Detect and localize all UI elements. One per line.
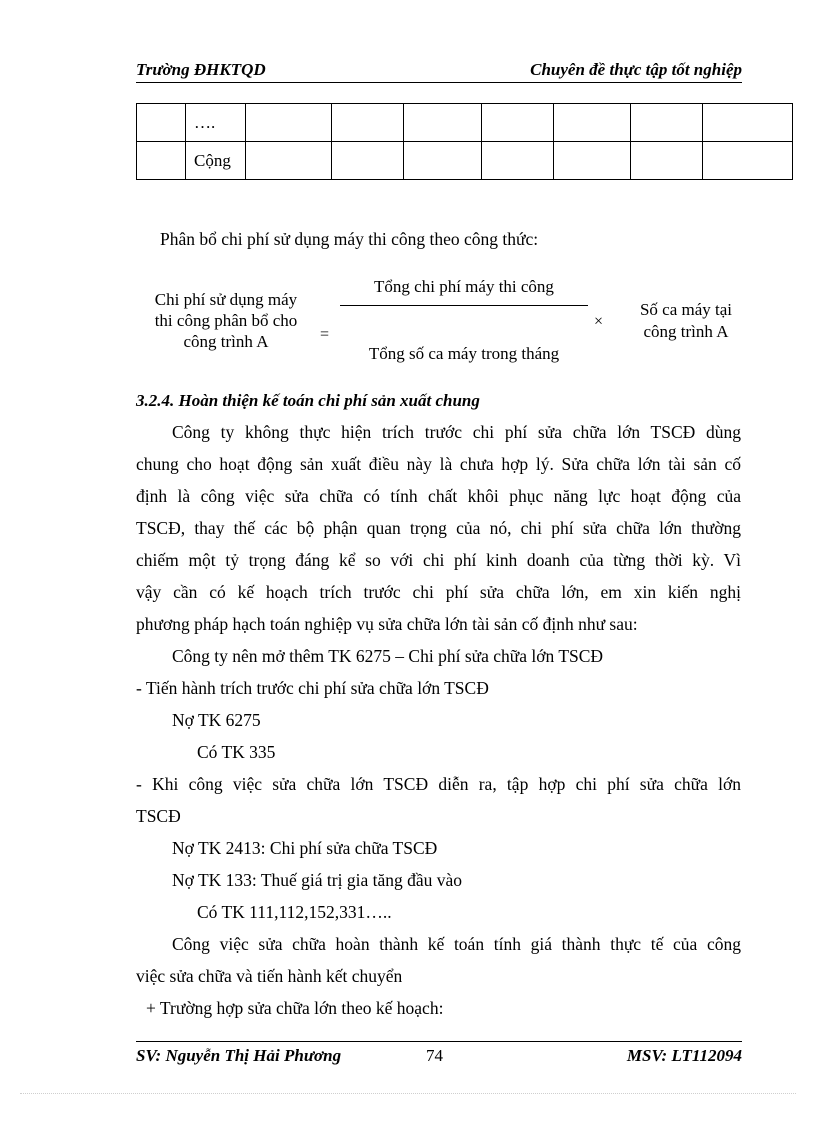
entry-credit: Có TK 335: [197, 742, 276, 762]
entry-debit: Nợ TK 6275: [172, 710, 261, 730]
formula-right-line: công trình A: [643, 322, 729, 341]
formula-right-line: Số ca máy tại: [639, 300, 733, 319]
table-cell: [554, 142, 631, 180]
entry-debit: Nợ TK 133: Thuế giá trị gia tăng đầu vào: [172, 870, 463, 890]
table-cell: [404, 104, 482, 142]
text-line: việc sửa chữa và tiến hành kết chuyển: [136, 966, 403, 986]
table-cell: [246, 142, 332, 180]
page-number: 74: [426, 1046, 443, 1065]
formula-left-line: thi công phân bổ cho: [154, 311, 298, 330]
page-footer: [136, 1041, 742, 1072]
table-cell: [482, 104, 554, 142]
table-cell: [554, 104, 631, 142]
page-header: [136, 60, 742, 83]
footer-student: SV: Nguyễn Thị Hải Phương: [136, 1046, 342, 1065]
formula-left-term: [140, 289, 312, 352]
paragraph-line: phương pháp hạch toán nghiệp vụ sửa chữa lớn tài sản cố định như sau:: [136, 614, 638, 634]
table-cell: [404, 142, 482, 180]
paragraph-line: vậy cần có kế hoạch trích trước chi phí sửa chữa lớn, em xin kiến nghị: [136, 582, 741, 602]
text-line: Công ty nên mở thêm TK 6275 – Chi phí sửa chữa lớn TSCĐ: [172, 646, 604, 666]
paragraph-line: Công ty không thực hiện trích trước chi phí sửa chữa lớn TSCĐ dùng: [172, 422, 741, 442]
formula-left-line: Chi phí sử dụng máy: [154, 290, 298, 309]
entry-debit: Nợ TK 2413: Chi phí sửa chữa TSCĐ: [172, 838, 438, 858]
paragraph-line: chung cho hoạt động sản xuất điều này là chưa hợp lý. Sửa chữa lớn tài sản cố: [136, 454, 741, 474]
paragraph-line: chiếm một tỷ trọng đáng kể so với chi phí kinh doanh của từng thời kỳ. Vì: [136, 550, 741, 570]
header-school: Trường ĐHKTQD: [136, 60, 266, 79]
table-cell-label: ….: [186, 104, 246, 142]
formula-left-line: công trình A: [183, 332, 269, 351]
table-cell: [631, 142, 703, 180]
entry-credit: Có TK 111,112,152,331…..: [197, 902, 392, 922]
table-row: [137, 104, 793, 142]
formula-intro: Phân bổ chi phí sử dụng máy thi công theo công thức:: [160, 229, 539, 249]
paragraph-line: định là công việc sửa chữa có tính chất khôi phục năng lực hoạt động của: [136, 486, 741, 506]
section-title: 3.2.4. Hoàn thiện kế toán chi phí sản xuất chung: [136, 391, 480, 410]
text-line: + Trường hợp sửa chữa lớn theo kế hoạch:: [146, 998, 444, 1018]
cost-table: [136, 103, 793, 180]
table-cell: [332, 104, 404, 142]
table-cell: [332, 142, 404, 180]
page-bottom-divider: [20, 1093, 796, 1094]
text-line: Công việc sửa chữa hoàn thành kế toán tính giá thành thực tế của công: [172, 934, 741, 954]
table-cell: [137, 104, 186, 142]
formula-times: ×: [594, 313, 604, 330]
text-line: TSCĐ: [136, 806, 181, 826]
footer-student-id: MSV: LT112094: [626, 1046, 742, 1065]
table-cell: [703, 142, 793, 180]
table-cell: [137, 142, 186, 180]
table-cell: [482, 142, 554, 180]
fraction-bar: [340, 305, 588, 306]
table-cell: [703, 104, 793, 142]
table-cell: [246, 104, 332, 142]
formula-numerator: Tổng chi phí máy thi công: [374, 277, 554, 296]
header-report-title: Chuyên đề thực tập tốt nghiệp: [530, 60, 742, 79]
text-line: - Tiến hành trích trước chi phí sửa chữa lớn TSCĐ: [136, 678, 489, 698]
table-cell-label: Cộng: [186, 142, 246, 180]
paragraph-line: TSCĐ, thay thế các bộ phận quan trọng của nó, chi phí sửa chữa lớn thường: [136, 518, 741, 538]
formula-equals: =: [320, 326, 330, 343]
text-line: - Khi công việc sửa chữa lớn TSCĐ diễn ra, tập hợp chi phí sửa chữa lớn: [136, 774, 741, 794]
formula-denominator: Tổng số ca máy trong tháng: [368, 344, 560, 363]
table-row: [137, 142, 793, 180]
formula-right-term: [628, 299, 744, 343]
table-cell: [631, 104, 703, 142]
